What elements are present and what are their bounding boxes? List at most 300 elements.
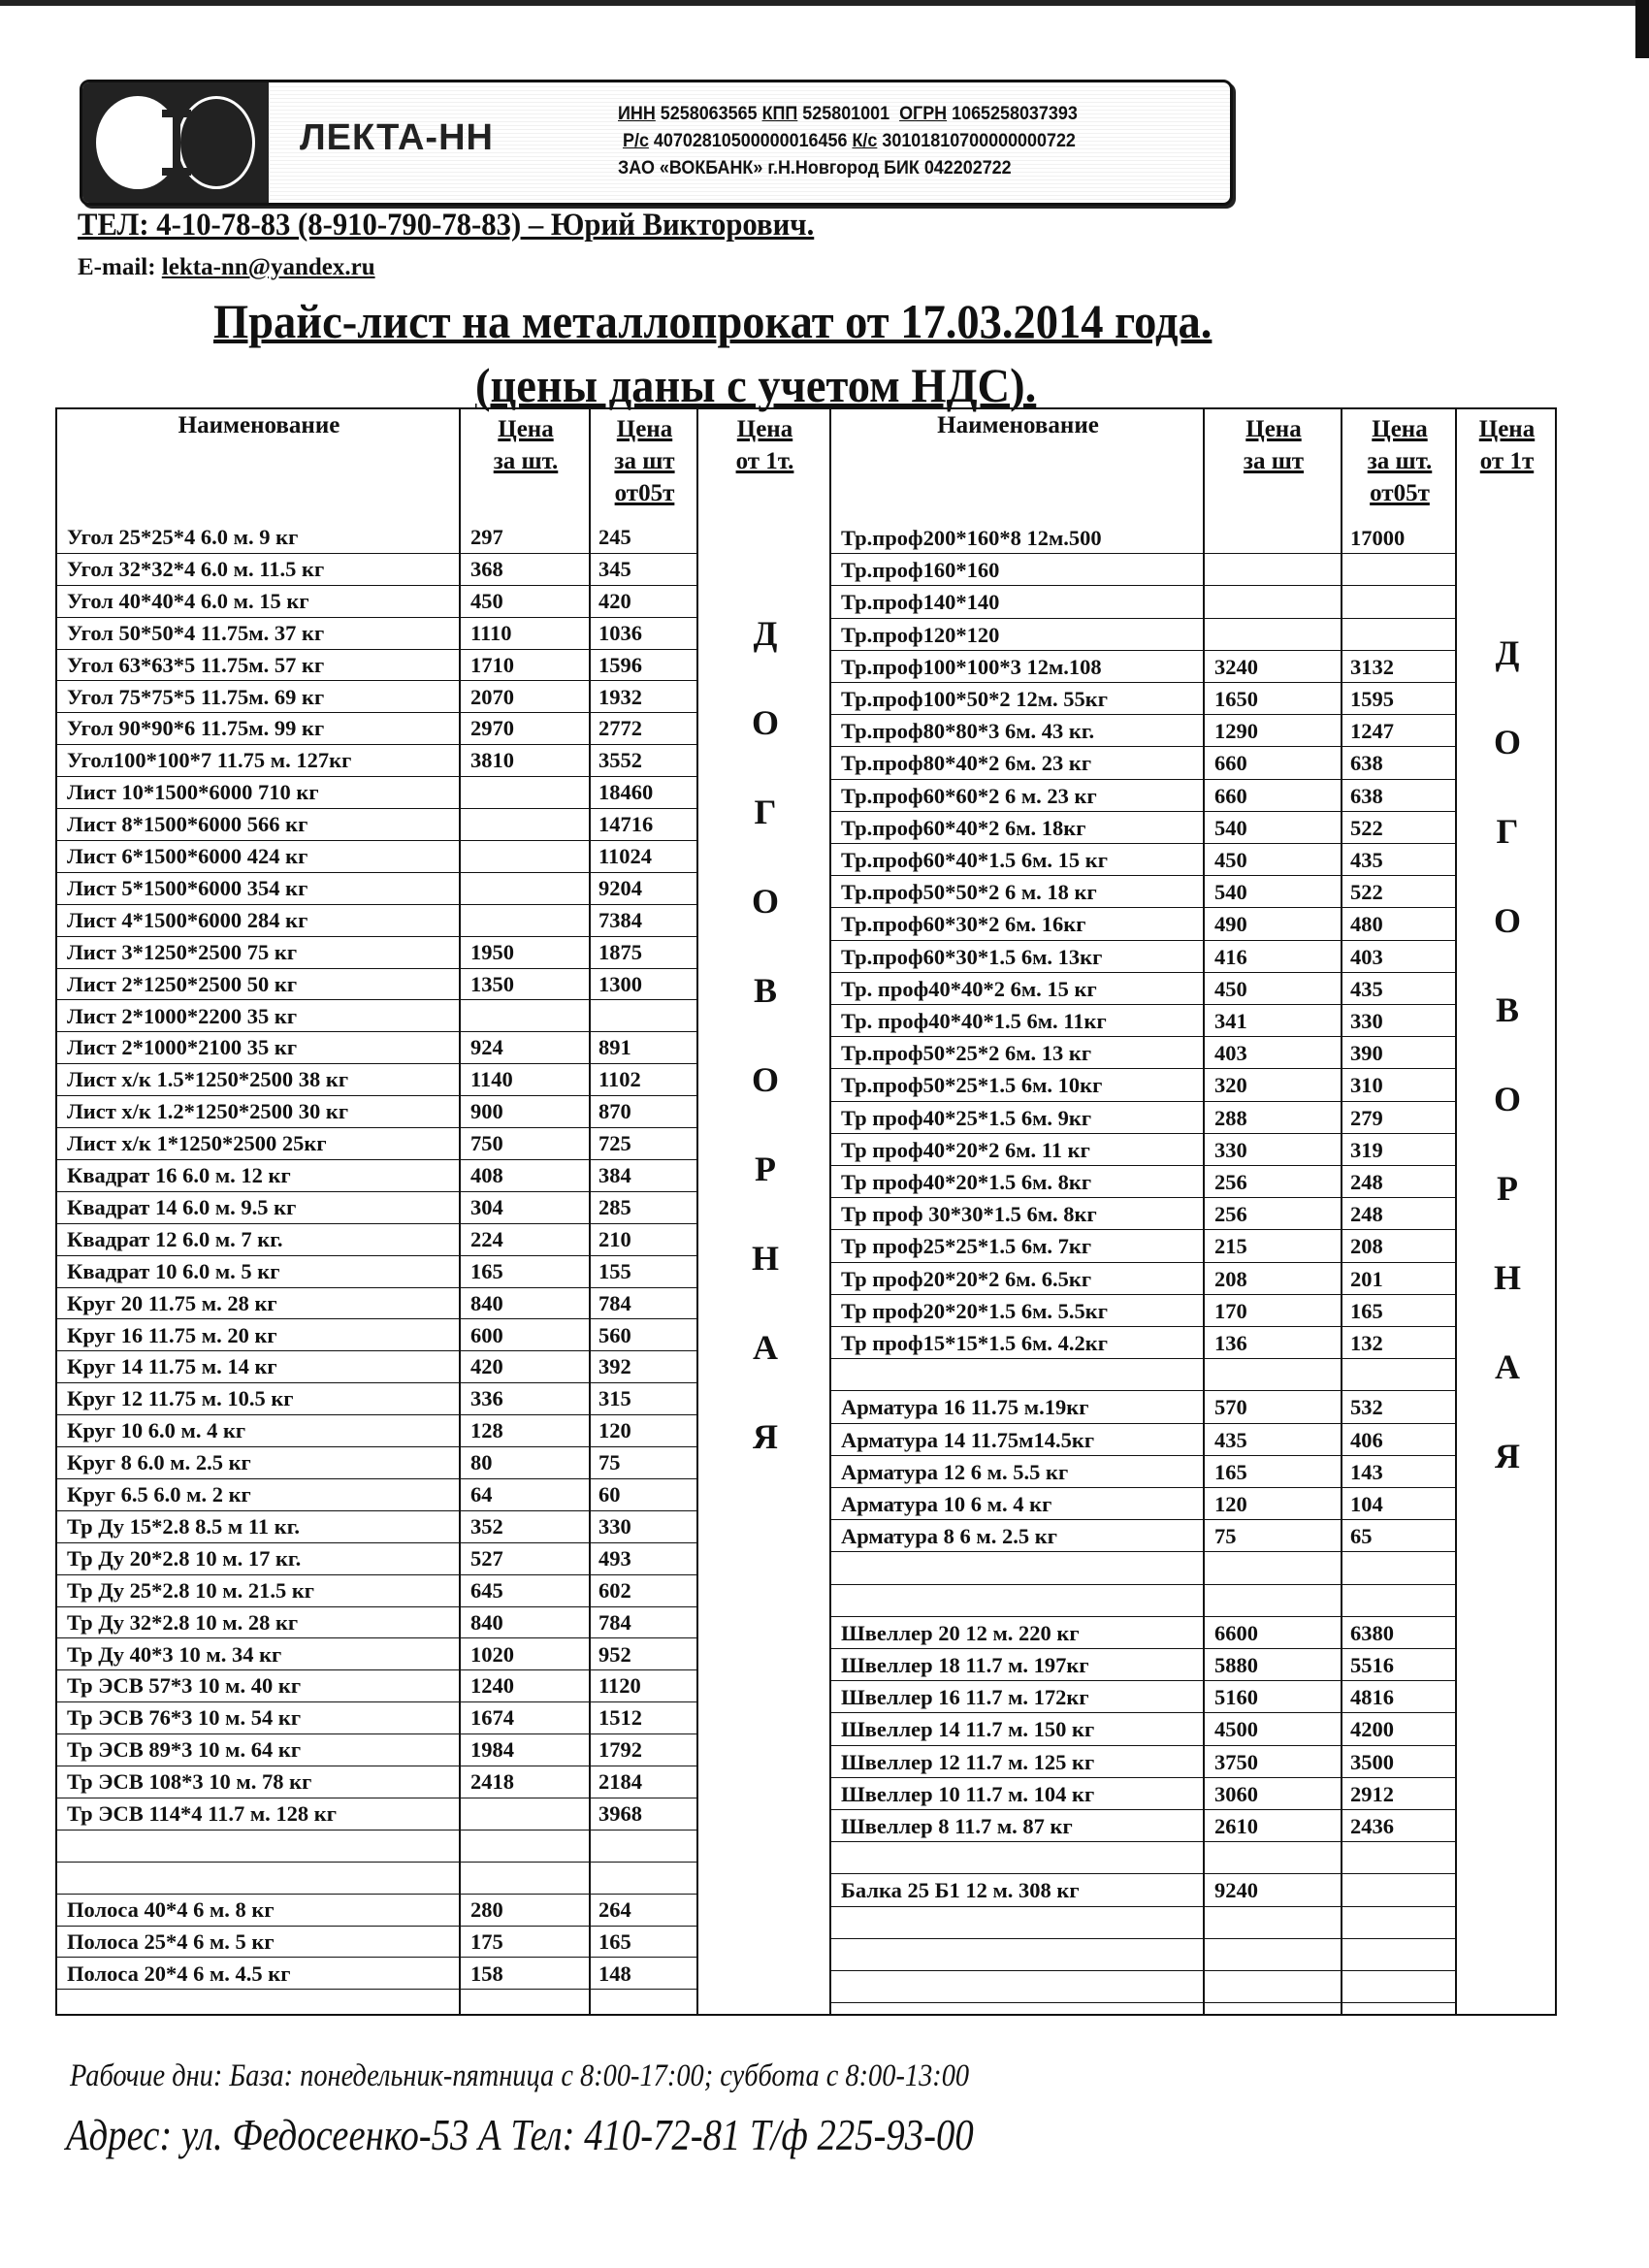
price-per-piece-from-5t: 1792 — [598, 1737, 642, 1763]
price-per-piece: 215 — [1214, 1234, 1247, 1259]
item-name: Швеллер 20 12 м. 220 кг — [841, 1620, 1080, 1645]
table-row — [57, 1639, 698, 1671]
address-line: Адрес: ул. Федосеенко-53 А Тел: 410-72-81 Т/ф 225-93-00 — [66, 2111, 974, 2159]
price-per-piece: 80 — [470, 1450, 493, 1475]
table-row — [831, 1134, 1457, 1166]
table-row — [57, 522, 698, 554]
price-per-piece-from-5t: 522 — [1350, 880, 1383, 905]
price-per-piece: 660 — [1214, 751, 1247, 776]
price-per-piece: 128 — [470, 1418, 503, 1443]
item-name: Лист 2*1250*2500 50 кг — [67, 971, 298, 996]
table-row — [57, 745, 698, 777]
price-per-piece-from-5t: 493 — [598, 1545, 631, 1571]
item-name: Лист 3*1250*2500 75 кг — [67, 939, 298, 964]
price-per-piece: 320 — [1214, 1073, 1247, 1098]
item-name: Тр ЭСВ 89*3 10 м. 64 кг — [67, 1737, 302, 1763]
item-name: Тр проф40*25*1.5 6м. 9кг — [841, 1105, 1092, 1130]
item-name: Угол 32*32*4 6.0 м. 11.5 кг — [67, 556, 325, 581]
contract-letter: Г — [1496, 812, 1519, 851]
price-per-piece: 840 — [470, 1609, 503, 1635]
table-row — [57, 1224, 698, 1256]
bank-requisites — [618, 100, 1078, 181]
price-per-piece-from-5t: 4816 — [1350, 1685, 1394, 1710]
price-per-piece-from-5t: 870 — [598, 1099, 631, 1124]
table-row — [831, 844, 1457, 876]
item-name: Тр.проф60*30*2 6м. 16кг — [841, 912, 1086, 937]
price-per-piece-from-5t: 638 — [1350, 751, 1383, 776]
price-per-piece: 1240 — [470, 1673, 514, 1699]
item-name: Тр.проф60*40*2 6м. 18кг — [841, 815, 1086, 840]
requisites-line-2: Р/с 40702810500000016456 К/с 30101810700000000722 — [622, 130, 1076, 151]
price-per-piece-from-5t: 560 — [598, 1322, 631, 1347]
table-row — [57, 586, 698, 618]
price-per-piece: 1710 — [470, 652, 514, 677]
contact-email-row — [78, 254, 375, 281]
table-row — [57, 1096, 698, 1128]
table-row — [57, 1927, 698, 1959]
contract-letter: Р — [755, 1150, 776, 1188]
item-name: Тр.проф50*25*1.5 6м. 10кг — [841, 1073, 1103, 1098]
price-per-piece-from-5t: 1247 — [1350, 719, 1394, 744]
price-per-piece-from-5t: 725 — [598, 1131, 631, 1156]
table-row — [831, 1649, 1457, 1681]
price-per-piece: 3810 — [470, 748, 514, 773]
price-per-piece: 2070 — [470, 684, 514, 709]
contract-letter: О — [751, 1060, 779, 1099]
item-name: Угол 40*40*4 6.0 м. 15 кг — [67, 588, 309, 613]
price-per-piece-from-5t: 1512 — [598, 1705, 642, 1731]
price-per-piece: 165 — [470, 1258, 503, 1283]
item-name: Швеллер 12 11.7 м. 125 кг — [841, 1749, 1095, 1774]
table-row — [831, 522, 1457, 554]
price-per-piece-from-5t: 143 — [1350, 1459, 1383, 1484]
price-per-piece: 403 — [1214, 1041, 1247, 1066]
price-per-piece: 336 — [470, 1386, 503, 1411]
item-name: Швеллер 14 11.7 м. 150 кг — [841, 1717, 1095, 1742]
item-name: Тр Ду 40*3 10 м. 34 кг — [67, 1641, 282, 1667]
contract-letter: А — [753, 1328, 778, 1367]
price-per-piece-from-5t: 248 — [1350, 1202, 1383, 1227]
table-row — [57, 1351, 698, 1383]
price-per-piece-from-5t: 1932 — [598, 684, 642, 709]
contract-letter: О — [1493, 723, 1521, 761]
price-per-piece: 645 — [470, 1577, 503, 1603]
left-header-name: Наименование — [178, 412, 340, 438]
item-name: Тр.проф60*40*1.5 6м. 15 кг — [841, 848, 1108, 872]
item-name: Швеллер 8 11.7 м. 87 кг — [841, 1814, 1073, 1838]
price-per-piece-from-5t: 1595 — [1350, 687, 1394, 711]
table-row — [831, 812, 1457, 844]
price-per-piece: 3750 — [1214, 1749, 1258, 1774]
price-per-piece-from-5t: 310 — [1350, 1073, 1383, 1098]
table-row — [57, 937, 698, 969]
price-per-piece-from-5t: 104 — [1350, 1492, 1383, 1516]
table-row — [57, 1702, 698, 1734]
table-row — [831, 1359, 1457, 1391]
item-name: Арматура 10 6 м. 4 кг — [841, 1492, 1052, 1516]
price-per-piece-from-5t: 1120 — [598, 1673, 641, 1699]
table-row — [57, 1032, 698, 1064]
item-name: Тр Ду 32*2.8 10 м. 28 кг — [67, 1609, 299, 1635]
table-row — [57, 713, 698, 745]
table-row — [57, 1543, 698, 1575]
contract-letter: А — [1495, 1347, 1520, 1386]
requisites-line-1: ИНН 5258063565 КПП 525801001 ОГРН 1065258037393 — [618, 103, 1078, 124]
price-per-piece: 6600 — [1214, 1620, 1258, 1645]
price-per-piece-from-5t: 60 — [598, 1482, 621, 1507]
price-per-piece-from-5t: 14716 — [598, 812, 654, 837]
contract-letter: О — [751, 882, 779, 921]
table-row — [57, 1575, 698, 1607]
price-per-piece-from-5t: 390 — [1350, 1041, 1383, 1066]
item-name: Тр.проф160*160 — [841, 558, 1000, 583]
item-name: Тр Ду 20*2.8 10 м. 17 кг. — [67, 1545, 302, 1571]
price-per-piece-from-5t: 4200 — [1350, 1717, 1394, 1742]
price-per-piece-from-5t: 5516 — [1350, 1653, 1394, 1677]
price-per-piece: 450 — [1214, 976, 1247, 1001]
table-row — [831, 1327, 1457, 1359]
price-per-piece: 924 — [470, 1035, 503, 1060]
table-row — [831, 908, 1457, 940]
price-per-piece: 297 — [470, 525, 503, 549]
table-row — [57, 1766, 698, 1798]
price-table — [55, 407, 1557, 2016]
price-per-piece: 1020 — [470, 1641, 514, 1667]
item-name: Тр Ду 25*2.8 10 м. 21.5 кг — [67, 1577, 315, 1603]
table-row — [57, 1320, 698, 1352]
price-per-piece-from-5t: 165 — [1350, 1298, 1383, 1323]
table-row — [831, 747, 1457, 779]
contract-letter: Я — [1495, 1437, 1520, 1475]
page-subtitle: (цены даны с учетом НДС). — [475, 358, 1037, 412]
price-per-piece-from-5t: 420 — [598, 588, 631, 613]
price-per-piece: 175 — [470, 1928, 503, 1954]
price-per-piece: 490 — [1214, 912, 1247, 937]
price-per-piece-from-5t: 3132 — [1350, 654, 1394, 679]
price-per-piece: 600 — [470, 1322, 503, 1347]
item-name: Тр проф20*20*2 6м. 6.5кг — [841, 1266, 1092, 1291]
table-row — [831, 683, 1457, 715]
price-per-piece: 256 — [1214, 1170, 1247, 1194]
table-row — [57, 1798, 698, 1831]
item-name: Арматура 14 11.75м14.5кг — [841, 1427, 1095, 1452]
price-per-piece-from-5t: 784 — [598, 1290, 631, 1315]
table-row — [57, 1831, 698, 1863]
price-per-piece: 450 — [1214, 848, 1247, 872]
price-per-piece: 1350 — [470, 971, 514, 996]
price-per-piece: 256 — [1214, 1202, 1247, 1227]
table-row — [831, 1746, 1457, 1778]
table-row — [57, 1256, 698, 1288]
table-row — [57, 1670, 698, 1702]
company-logo-icon — [82, 82, 269, 203]
item-name: Арматура 16 11.75 м.19кг — [841, 1395, 1089, 1420]
price-per-piece: 5160 — [1214, 1685, 1258, 1710]
price-per-piece: 120 — [1214, 1492, 1247, 1516]
table-row — [831, 1005, 1457, 1037]
price-per-piece: 368 — [470, 556, 503, 581]
item-name: Угол 50*50*4 11.75м. 37 кг — [67, 620, 325, 645]
price-per-piece-from-5t: 155 — [598, 1258, 631, 1283]
price-per-piece: 750 — [470, 1131, 503, 1156]
item-name: Квадрат 12 6.0 м. 7 кг. — [67, 1226, 283, 1251]
item-name: Швеллер 10 11.7 м. 104 кг — [841, 1781, 1095, 1806]
i-beam-icon — [162, 110, 191, 176]
item-name: Арматура 8 6 м. 2.5 кг — [841, 1524, 1057, 1549]
table-row — [831, 1939, 1457, 1971]
price-per-piece-from-5t: 3500 — [1350, 1749, 1394, 1774]
table-row — [831, 1424, 1457, 1456]
item-name: Тр.проф60*30*1.5 6м. 13кг — [841, 944, 1103, 969]
table-row — [831, 1810, 1457, 1842]
price-per-piece-from-5t: 2912 — [1350, 1781, 1394, 1806]
price-per-piece: 208 — [1214, 1266, 1247, 1291]
table-row — [57, 554, 698, 586]
table-row — [831, 1971, 1457, 2003]
price-per-piece-from-5t: 264 — [598, 1896, 631, 1922]
item-name: Тр ЭСВ 114*4 11.7 м. 128 кг — [67, 1801, 337, 1826]
price-per-piece: 1674 — [470, 1705, 514, 1731]
price-per-piece-from-5t: 784 — [598, 1609, 631, 1635]
table-row — [831, 1295, 1457, 1327]
price-per-piece-from-5t: 75 — [598, 1450, 621, 1475]
price-per-piece: 1140 — [470, 1067, 513, 1092]
contract-letter: О — [751, 703, 779, 742]
table-row — [57, 1863, 698, 1895]
price-per-piece-from-5t: 1102 — [598, 1067, 641, 1092]
price-per-piece: 408 — [470, 1163, 503, 1187]
item-name: Лист х/к 1*1250*2500 25кг — [67, 1131, 327, 1156]
table-row — [831, 1585, 1457, 1617]
price-per-piece-from-5t: 2184 — [598, 1769, 642, 1795]
price-per-piece-from-5t: 2772 — [598, 716, 642, 741]
item-name: Круг 8 6.0 м. 2.5 кг — [67, 1450, 251, 1475]
price-per-piece-from-5t: 18460 — [598, 780, 654, 805]
table-row — [831, 1552, 1457, 1584]
table-row — [831, 876, 1457, 908]
price-per-piece-from-5t: 2436 — [1350, 1814, 1394, 1838]
contract-letter: Д — [1495, 633, 1520, 672]
price-per-piece: 450 — [470, 588, 503, 613]
price-per-piece: 660 — [1214, 783, 1247, 808]
table-row — [831, 651, 1457, 683]
scan-top-edge — [0, 0, 1649, 6]
price-per-piece-from-5t: 319 — [1350, 1137, 1383, 1162]
price-per-piece-from-5t: 602 — [598, 1577, 631, 1603]
left-contract-price-label — [736, 589, 794, 1481]
item-name: Тр.проф80*80*3 6м. 43 кг. — [841, 719, 1095, 744]
price-per-piece-from-5t: 148 — [598, 1960, 631, 1986]
price-per-piece-from-5t: 6380 — [1350, 1620, 1394, 1645]
table-row — [57, 1415, 698, 1447]
email-link[interactable]: lekta-nn@yandex.ru — [161, 254, 375, 280]
price-per-piece: 570 — [1214, 1395, 1247, 1420]
company-name: ЛЕКТА-НН — [300, 117, 494, 158]
price-per-piece-from-5t: 435 — [1350, 848, 1383, 872]
item-name: Тр проф25*25*1.5 6м. 7кг — [841, 1234, 1092, 1259]
table-row — [831, 715, 1457, 747]
table-row — [57, 650, 698, 682]
table-row — [57, 1511, 698, 1543]
price-per-piece: 435 — [1214, 1427, 1247, 1452]
item-name: Тр.проф50*50*2 6 м. 18 кг — [841, 880, 1097, 905]
contract-letter: Г — [754, 793, 777, 831]
price-per-piece-from-5t: 245 — [598, 525, 631, 549]
table-row — [831, 1488, 1457, 1520]
table-row — [57, 1479, 698, 1511]
scan-right-edge — [1635, 0, 1649, 58]
item-name: Угол 25*25*4 6.0 м. 9 кг — [67, 525, 299, 549]
table-row — [831, 1037, 1457, 1069]
price-per-piece-from-5t: 3968 — [598, 1801, 642, 1826]
table-row — [57, 1607, 698, 1639]
table-row — [57, 1447, 698, 1479]
table-row — [831, 586, 1457, 618]
table-row — [57, 873, 698, 905]
item-name: Тр проф20*20*1.5 6м. 5.5кг — [841, 1298, 1108, 1323]
item-name: Полоса 40*4 6 м. 8 кг — [67, 1896, 275, 1922]
item-name: Круг 10 6.0 м. 4 кг — [67, 1418, 246, 1443]
price-per-piece-from-5t: 345 — [598, 556, 631, 581]
table-row — [57, 1383, 698, 1415]
price-per-piece-from-5t: 1300 — [598, 971, 642, 996]
table-row — [57, 1001, 698, 1033]
contract-letter: В — [753, 971, 777, 1010]
item-name: Круг 16 11.75 м. 20 кг — [67, 1322, 277, 1347]
table-row — [831, 1230, 1457, 1262]
item-name: Тр.проф140*140 — [841, 590, 1000, 615]
item-name: Тр проф15*15*1.5 6м. 4.2кг — [841, 1331, 1108, 1355]
price-per-piece: 9240 — [1214, 1878, 1258, 1903]
table-row — [831, 1778, 1457, 1810]
item-name: Тр. проф40*40*1.5 6м. 11кг — [841, 1009, 1107, 1033]
contract-letter: Р — [1497, 1169, 1518, 1208]
price-per-piece: 527 — [470, 1545, 503, 1571]
price-per-piece-from-5t: 384 — [598, 1163, 631, 1187]
item-name: Круг 14 11.75 м. 14 кг — [67, 1354, 277, 1379]
table-row — [57, 1064, 698, 1096]
item-name: Тр ЭСВ 76*3 10 м. 54 кг — [67, 1705, 302, 1731]
price-per-piece: 1110 — [470, 620, 512, 645]
table-row — [831, 1069, 1457, 1101]
table-row — [57, 1192, 698, 1224]
left-header-price: Цена за шт. — [493, 416, 559, 474]
price-per-piece: 5880 — [1214, 1653, 1258, 1677]
item-name: Швеллер 18 11.7 м. 197кг — [841, 1653, 1089, 1677]
price-per-piece-from-5t: 1875 — [598, 939, 642, 964]
right-header-price-5t: Цена за шт. от05т — [1367, 416, 1433, 506]
price-per-piece-from-5t: 208 — [1350, 1234, 1383, 1259]
item-name: Тр проф40*20*1.5 6м. 8кг — [841, 1170, 1092, 1194]
item-name: Тр.проф60*60*2 6 м. 23 кг — [841, 783, 1097, 808]
price-per-piece: 1950 — [470, 939, 514, 964]
item-name: Лист 2*1000*2200 35 кг — [67, 1003, 298, 1028]
price-per-piece-from-5t: 952 — [598, 1641, 631, 1667]
table-row — [57, 969, 698, 1001]
contract-letter: В — [1495, 990, 1519, 1029]
item-name: Угол 75*75*5 11.75м. 69 кг — [67, 684, 325, 709]
table-row — [831, 619, 1457, 651]
table-row — [57, 841, 698, 873]
item-name: Тр проф 30*30*1.5 6м. 8кг — [841, 1202, 1097, 1227]
price-per-piece-from-5t: 201 — [1350, 1266, 1383, 1291]
price-per-piece-from-5t: 1036 — [598, 620, 642, 645]
item-name: Угол100*100*7 11.75 м. 127кг — [67, 748, 352, 773]
requisites-line-3: ЗАО «ВОКБАНК» г.Н.Новгород БИК 042202722 — [618, 157, 1012, 178]
item-name: Тр.проф50*25*2 6м. 13 кг — [841, 1041, 1092, 1066]
price-per-piece-from-5t: 522 — [1350, 815, 1383, 840]
item-name: Полоса 25*4 6 м. 5 кг — [67, 1928, 275, 1954]
price-per-piece-from-5t: 7384 — [598, 907, 642, 932]
table-row — [57, 682, 698, 714]
price-per-piece-from-5t: 435 — [1350, 976, 1383, 1001]
price-per-piece: 540 — [1214, 880, 1247, 905]
table-row — [57, 1288, 698, 1320]
price-per-piece-from-5t: 3552 — [598, 748, 642, 773]
item-name: Квадрат 10 6.0 м. 5 кг — [67, 1258, 280, 1283]
price-per-piece-from-5t: 406 — [1350, 1427, 1383, 1452]
price-per-piece-from-5t: 480 — [1350, 912, 1383, 937]
table-row — [57, 1734, 698, 1766]
contract-letter: Н — [751, 1239, 779, 1278]
item-name: Круг 12 11.75 м. 10.5 кг — [67, 1386, 294, 1411]
table-row — [831, 1391, 1457, 1423]
table-row — [831, 1198, 1457, 1230]
right-header-price-1t: Цена от 1т — [1478, 416, 1536, 474]
item-name: Квадрат 14 6.0 м. 9.5 кг — [67, 1194, 297, 1219]
table-row — [57, 618, 698, 650]
item-name: Лист 10*1500*6000 710 кг — [67, 780, 319, 805]
company-banner — [80, 80, 1233, 206]
price-per-piece: 352 — [470, 1513, 503, 1539]
price-per-piece: 416 — [1214, 944, 1247, 969]
item-name: Лист 5*1500*6000 354 кг — [67, 875, 308, 900]
price-per-piece: 280 — [470, 1896, 503, 1922]
table-row — [57, 1160, 698, 1192]
table-row — [831, 1842, 1457, 1874]
price-per-piece-from-5t: 9204 — [598, 875, 642, 900]
price-per-piece-from-5t: 248 — [1350, 1170, 1383, 1194]
item-name: Лист х/к 1.2*1250*2500 30 кг — [67, 1099, 349, 1124]
right-header-name: Наименование — [937, 412, 1099, 438]
price-per-piece: 330 — [1214, 1137, 1247, 1162]
contract-letter: Я — [753, 1417, 778, 1456]
price-per-piece: 1984 — [470, 1737, 514, 1763]
contact-phone: ТЕЛ: 4-10-78-83 (8-910-790-78-83) – Юрий Викторович. — [78, 208, 815, 243]
price-per-piece-from-5t: 279 — [1350, 1105, 1383, 1130]
price-per-piece: 224 — [470, 1226, 503, 1251]
left-header-price-5t: Цена за шт от05т — [614, 416, 675, 506]
price-per-piece: 288 — [1214, 1105, 1247, 1130]
page-title: Прайс-лист на металлопрокат от 17.03.2014 года. — [213, 294, 1212, 348]
item-name: Швеллер 16 11.7 м. 172кг — [841, 1685, 1089, 1710]
price-per-piece: 3060 — [1214, 1781, 1258, 1806]
price-per-piece-from-5t: 65 — [1350, 1524, 1373, 1549]
table-row — [831, 941, 1457, 973]
item-name: Тр.проф80*40*2 6м. 23 кг — [841, 751, 1092, 776]
item-name: Круг 6.5 6.0 м. 2 кг — [67, 1482, 251, 1507]
price-per-piece-from-5t: 403 — [1350, 944, 1383, 969]
email-label: E-mail: — [78, 254, 156, 280]
item-name: Балка 25 Б1 12 м. 308 кг — [841, 1878, 1080, 1903]
item-name: Круг 20 11.75 м. 28 кг — [67, 1290, 277, 1315]
item-name: Тр.проф100*100*3 12м.108 — [841, 654, 1102, 679]
table-row — [831, 1456, 1457, 1488]
table-row — [57, 1895, 698, 1927]
item-name: Тр ЭСВ 108*3 10 м. 78 кг — [67, 1769, 312, 1795]
item-name: Тр.проф120*120 — [841, 622, 1000, 647]
item-name: Тр. проф40*40*2 6м. 15 кг — [841, 976, 1097, 1001]
